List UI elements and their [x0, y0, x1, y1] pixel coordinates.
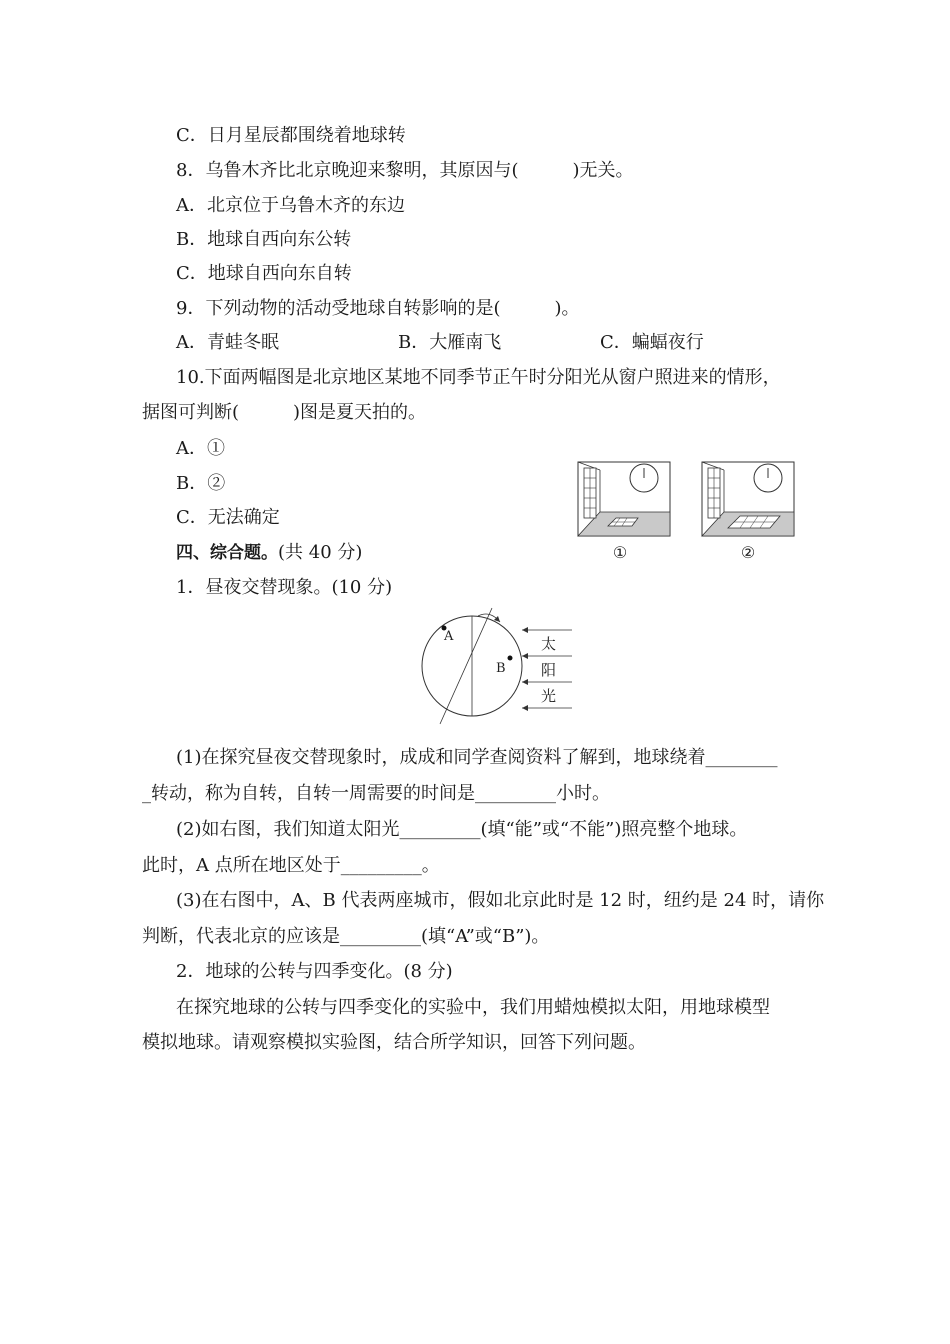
- q8-stem: 8．乌鲁木齐比北京晚迎来黎明，其原因与( )无关。: [176, 160, 634, 181]
- p1-s3-line1: (3)在右图中，A、B 代表两座城市，假如北京此时是 12 时，纽约是 24 时，请你: [176, 890, 825, 911]
- p2-intro-line2: 模拟地球。请观察模拟实验图，结合所学知识，回答下列问题。: [142, 1032, 646, 1053]
- q8-option-a: A．北京位于乌鲁木齐的东边: [176, 195, 405, 216]
- p2-intro-line1: 在探究地球的公转与四季变化的实验中，我们用蜡烛模拟太阳，用地球模型: [176, 997, 770, 1018]
- q7-option-c: C．日月星辰都围绕着地球转: [176, 125, 406, 146]
- room-2-figure: [702, 462, 794, 536]
- q8-option-c: C．地球自西向东自转: [176, 263, 352, 284]
- sun-label-3: 光: [541, 687, 557, 705]
- p1-s3-line2: 判断，代表北京的应该是_________(填“A”或“B”)。: [142, 926, 550, 947]
- p1-s2-line2: 此时，A 点所在地区处于_________。: [142, 855, 440, 876]
- figure-label-1: ①: [612, 543, 628, 562]
- q9-option-c: C．蝙蝠夜行: [600, 332, 704, 353]
- day-night-diagram: [410, 600, 585, 730]
- q10-option-c: C．无法确定: [176, 507, 280, 528]
- figure-label-2: ②: [740, 543, 756, 562]
- q9-stem: 9．下列动物的活动受地球自转影响的是( )。: [176, 298, 580, 319]
- sun-label-1: 太: [541, 635, 557, 653]
- point-a-label: A: [444, 629, 454, 644]
- q10-stem-line2: 据图可判断( )图是夏天拍的。: [142, 402, 427, 423]
- q8-option-b: B．地球自西向东公转: [176, 229, 352, 250]
- p1-s2-line1: (2)如右图，我们知道太阳光_________(填“能”或“不能”)照亮整个地球。: [176, 819, 748, 840]
- point-b-label: B: [496, 661, 506, 676]
- sun-label-2: 阳: [541, 661, 557, 679]
- p2-title: 2．地球的公转与四季变化。(8 分): [176, 961, 453, 982]
- p1-s1-line1: (1)在探究昼夜交替现象时，成成和同学查阅资料了解到，地球绕着________: [176, 747, 778, 768]
- point-b-marker: [508, 656, 513, 661]
- room-1-figure: [578, 462, 670, 536]
- q9-option-a: A．青蛙冬眠: [176, 332, 279, 353]
- q10-figures: [572, 456, 802, 566]
- section4-heading: [176, 541, 362, 565]
- p1-s1-line2: _转动，称为自转，自转一周需要的时间是_________小时。: [142, 783, 610, 804]
- section4-title: 四、综合题。: [176, 543, 278, 563]
- section4-score: (共 40 分): [278, 542, 363, 563]
- q10-option-b: B．②: [176, 473, 226, 494]
- q10-stem-line1: 10.下面两幅图是北京地区某地不同季节正午时分阳光从窗户照进来的情形，: [176, 367, 781, 388]
- p1-title: 1．昼夜交替现象。(10 分): [176, 577, 393, 598]
- q10-option-a: A．①: [176, 438, 225, 459]
- q9-option-b: B．大雁南飞: [398, 332, 502, 353]
